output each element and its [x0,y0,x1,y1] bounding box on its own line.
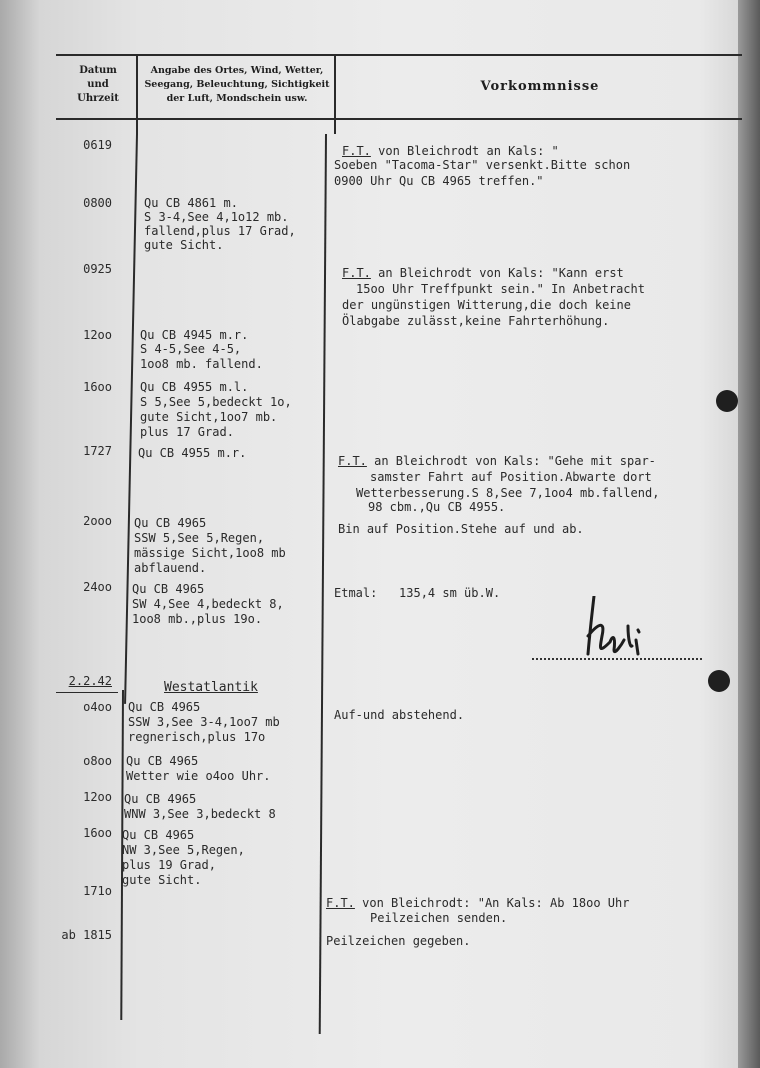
entry-event: F.T. an Bleichrodt von Kals: "Gehe mit spar- [338,454,656,468]
entry-date: 2.2.42 [68,674,112,688]
entry-place: plus 17 Grad. [140,425,234,439]
entry-place: NW 3,See 5,Regen, [122,843,245,857]
entry-place: Qu CB 4955 m.r. [138,446,247,460]
entry-place: SSW 5,See 5,Regen, [134,531,265,545]
entry-place: Qu CB 4965 [124,792,197,806]
entry-time: 0800 [83,196,112,210]
entry-time: 171o [83,884,112,898]
entry-place: Qu CB 4965 [126,754,199,768]
entry-place: Qu CB 4965 [134,516,207,530]
entry-place: S 5,See 5,bedeckt 1o, [140,395,292,409]
entry-time: o4oo [83,700,112,714]
entry-event: 15oo Uhr Treffpunkt sein." In Anbetracht [356,282,645,296]
header-location-weather: Angabe des Ortes, Wind, Wetter, Seegang, Beleuchtung, Sichtigkeit der Luft, Mondschein usw. [144,65,330,104]
header-rule [56,118,742,120]
date-rule [56,692,118,693]
entry-time: 2ooo [83,514,112,528]
page-edge-shadow [738,0,760,1068]
entry-place: Qu CB 4955 m.l. [140,380,249,394]
entry-place: fallend,plus 17 Grad, [144,224,296,238]
punch-hole [708,670,730,692]
entry-time: 0619 [83,138,112,152]
entry-event: Peilzeichen gegeben. [326,934,471,948]
table-top-rule [56,54,742,56]
entry-time: 16oo [83,380,112,394]
entry-place: 1oo8 mb. fallend. [140,357,263,371]
entry-place: Qu CB 4965 [132,582,205,596]
entry-time: 12oo [83,328,112,342]
entry-event: Ölabgabe zulässt,keine Fahrterhöhung. [342,314,610,328]
header-date-time: Datum und Uhrzeit [77,65,119,104]
entry-event: 98 cbm.,Qu CB 4955. [368,500,506,514]
entry-time: 16oo [83,826,112,840]
entry-time: o8oo [83,754,112,768]
entry-event: Bin auf Position.Stehe auf und ab. [338,522,584,536]
entry-place: SSW 3,See 3-4,1oo7 mb [128,715,280,729]
entry-place: S 4-5,See 4-5, [140,342,242,356]
entry-place: Wetter wie o4oo Uhr. [126,769,271,783]
entry-time: 0925 [83,262,112,276]
entry-place: 1oo8 mb.,plus 19o. [132,612,263,626]
entry-place: gute Sicht. [122,873,202,887]
entry-event: Peilzeichen senden. [370,911,508,925]
entry-place: SW 4,See 4,bedeckt 8, [132,597,284,611]
entry-time: 12oo [83,790,112,804]
signature-line [532,658,702,660]
entry-time: ab 1815 [61,928,112,942]
entry-event: Auf-und abstehend. [334,708,465,722]
punch-hole [716,390,738,412]
entry-event: Wetterbesserung.S 8,See 7,1oo4 mb.fallend, [356,486,660,500]
entry-place: gute Sicht. [144,238,224,252]
entry-place: Qu CB 4965 [128,700,201,714]
entry-place: abflauend. [134,561,207,575]
entry-event: F.T. an Bleichrodt von Kals: "Kann erst [342,266,624,280]
column-divider [334,54,336,134]
entry-event: samster Fahrt auf Position.Abwarte dort [370,470,652,484]
entry-place: WNW 3,See 3,bedeckt 8 [124,807,276,821]
column-divider [136,54,138,134]
entry-place: S 3-4,See 4,1o12 mb. [144,210,289,224]
entry-place: Qu CB 4861 m. [144,196,238,210]
entry-place: Qu CB 4945 m.r. [140,328,249,342]
entry-event: F.T. von Bleichrodt: "An Kals: Ab 18oo Uhr [326,896,630,910]
entry-event: F.T. von Bleichrodt an Kals: " [342,144,559,158]
entry-time: 24oo [83,580,112,594]
entry-place: gute Sicht,1oo7 mb. [140,410,278,424]
entry-event: der ungünstigen Witterung,die doch keine [342,298,631,312]
entry-event: 0900 Uhr Qu CB 4965 treffen." [334,174,544,188]
header-events: Vorkommnisse [480,79,600,94]
sea-area-heading: Westatlantik [164,680,258,695]
entry-place: regnerisch,plus 17o [128,730,266,744]
entry-place: plus 19 Grad, [122,858,216,872]
entry-place: Qu CB 4965 [122,828,195,842]
entry-place: mässige Sicht,1oo8 mb [134,546,286,560]
entry-event: Etmal: 135,4 sm üb.W. [334,586,501,600]
entry-time: 1727 [83,444,112,458]
entry-event: Soeben "Tacoma-Star" versenkt.Bitte schon [334,158,631,172]
